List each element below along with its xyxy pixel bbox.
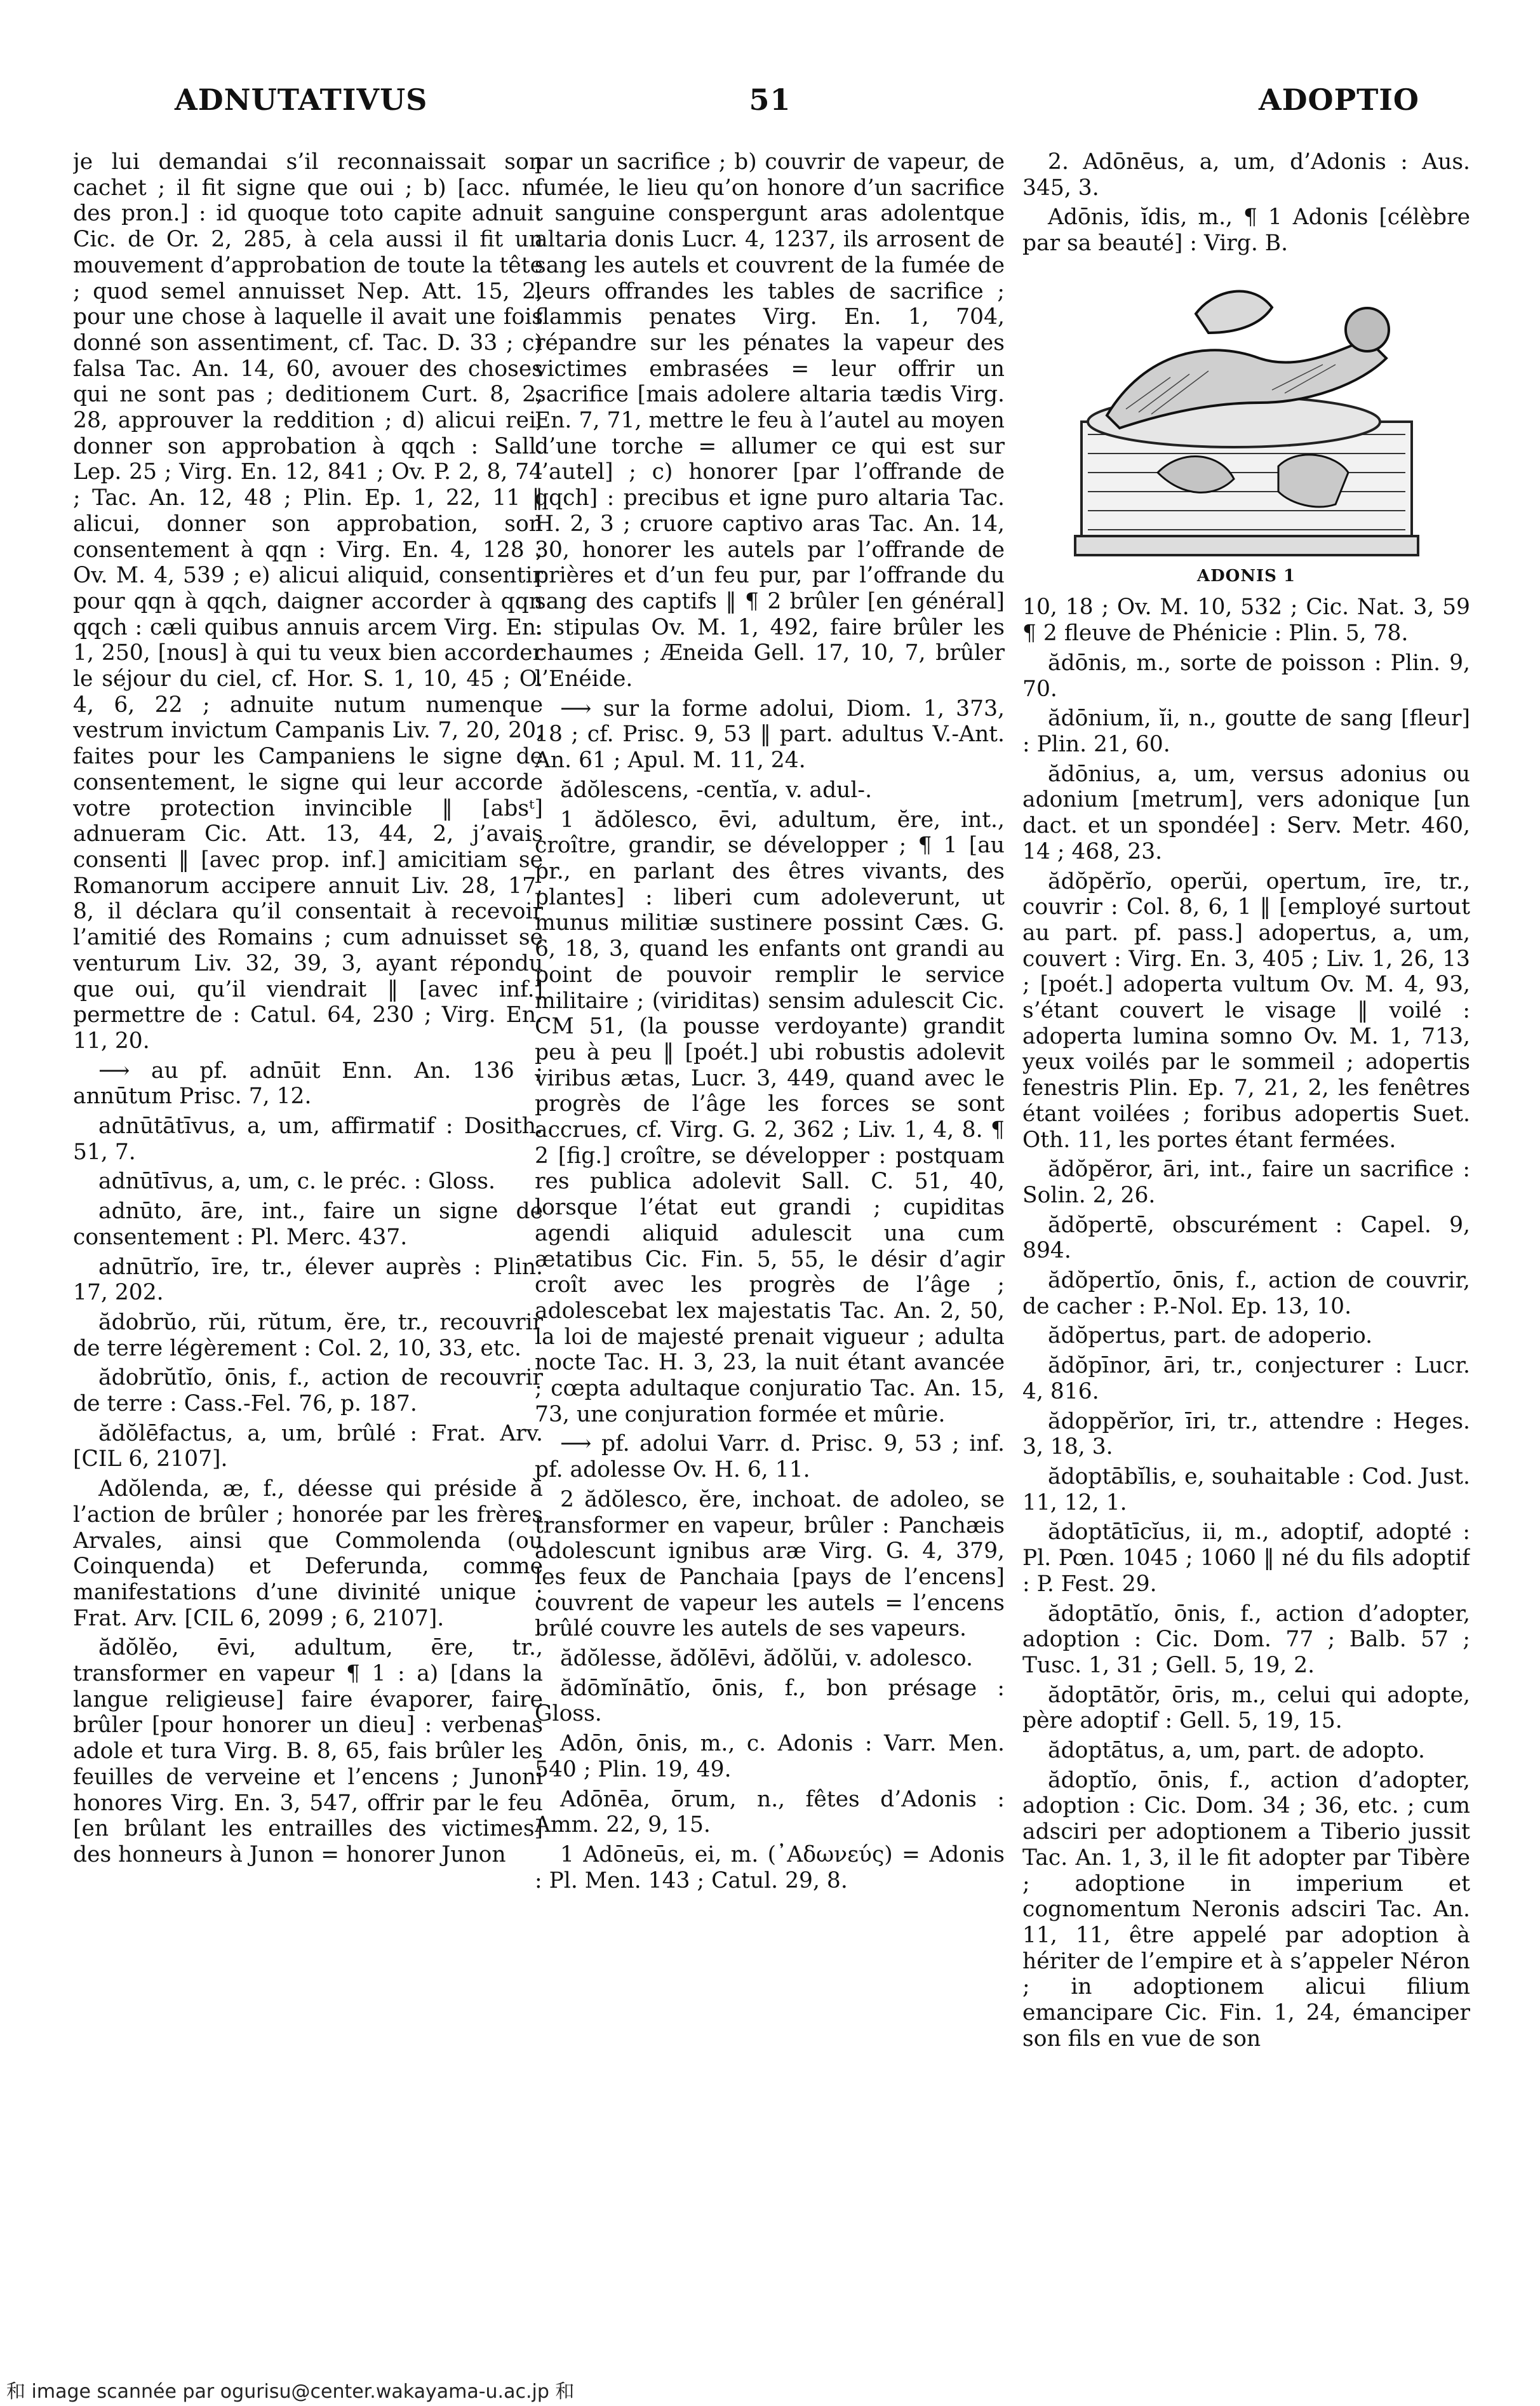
entry-text: 2. Adōnēus, a, um, d’Adonis : Aus. 345, 3. <box>1022 149 1470 201</box>
entry-text: Adōnēa, ōrum, n., fêtes d’Adonis : Amm. 22, 9, 15. <box>535 1786 1005 1838</box>
column-3 <box>1022 149 1470 2328</box>
entry-text: Adŏlenda, æ, f., déesse qui préside à l’action de brûler ; honorée par les frères Arvales, ainsi que Commolenda (ou Coinquenda) et Deferunda, comme manifestations d’une divinité unique : Frat. Arv. [CIL 6, 2099 ; 6, 2107]. <box>73 1476 543 1631</box>
header-left-guideword: ADNUTATIVUS <box>175 83 428 117</box>
entry-text: ădŏlescens, -centĭa, v. adul-. <box>560 777 873 803</box>
entry-text: ădŏlĕo, ēvi, adultum, ēre, tr., transformer en vapeur ¶ 1 : a) [dans la langue religieuse] faire évaporer, faire brûler [pour honorer un dieu] : verbenas adole et tura Virg. B. 8, 65, fais brûler les feuilles de verveine et l’encens ; Junoni honores Virg. En. 3, 547, offrir par le feu [en brûlant les entrailles des victimes] des honneurs à Junon = honorer Junon <box>73 1635 543 1867</box>
entry-text: ădoptātĭo, ōnis, f., action d’adopter, adoption : Cic. Dom. 77 ; Balb. 57 ; Tusc. 1, 31 ; Gell. 5, 19, 2. <box>1022 1601 1470 1678</box>
entry-text: ădōnis, m., sorte de poisson : Plin. 9, 70. <box>1022 650 1470 702</box>
entry-text: ădŏlesse, ădŏlēvi, ădŏlŭi, v. adolesco. <box>560 1646 973 1672</box>
entry-text: ădoptātīcĭus, ii, m., adoptif, adopté : Pl. Pœn. 1045 ; 1060 ‖ né du fils adoptif : P. Fest. 29. <box>1022 1519 1470 1597</box>
scan-credit-footer: 和 image scannée par ogurisu@center.wakayama-u.ac.jp 和 <box>6 2381 575 2403</box>
figure-caption: ADONIS 1 <box>1196 566 1296 586</box>
entry-text: ădobrŭtĭo, ōnis, f., action de recouvrir de terre : Cass.-Fel. 76, p. 187. <box>73 1365 543 1417</box>
entry-text: ădoptābĭlis, e, souhaitable : Cod. Just. 11, 12, 1. <box>1022 1463 1470 1516</box>
entry-text: ădobrŭo, rŭi, rŭtum, ĕre, tr., recouvrir de terre légèrement : Col. 2, 10, 33, etc. <box>73 1309 543 1361</box>
entry-text: ădoppĕrĭor, īri, tr., attendre : Heges. 3, 18, 3. <box>1022 1408 1470 1460</box>
entry-text: ădōnium, ĭi, n., goutte de sang [fleur] : Plin. 21, 60. <box>1022 706 1470 757</box>
entry-text: ⟶ sur la forme adolui, Diom. 1, 373, 18 ; cf. Prisc. 9, 53 ‖ part. adultus V.-Ant. An. 61 ; Apul. M. 11, 24. <box>535 696 1005 774</box>
entry-text: Adōn, ōnis, m., c. Adonis : Varr. Men. 540 ; Plin. 19, 49. <box>535 1731 1005 1782</box>
entry-text: adnūtātīvus, a, um, affirmatif : Dosith. 51, 7. <box>73 1113 543 1165</box>
entry-text: adnūtīvus, a, um, c. le préc. : Gloss. <box>98 1169 495 1195</box>
column-1 <box>73 149 543 2328</box>
entry-text: ădŏpĕror, āri, int., faire un sacrifice : Solin. 2, 26. <box>1022 1157 1470 1208</box>
entry-text: ădŏpertē, obscurément : Capel. 9, 894. <box>1022 1212 1470 1264</box>
entry-text: ădoptĭo, ōnis, f., action d’adopter, adoption : Cic. Dom. 34 ; 36, etc. ; cum adsciri per adoptionem a Tiberio jussit Tac. An. 1, 3, il le fit adopter par Tibère ; adoptione in imperium et cognomentum Neronis adsciri Tac. An. 11, 11, être appelé par adoption à hériter de l’empire et à s’appeler Néron ; in adoptionem alicui filium emancipare Cic. Fin. 1, 24, émanciper son fils en vue de son <box>1022 1767 1470 2052</box>
entry-text: je lui demandai s’il reconnaissait son cachet ; il fit signe que oui ; b) [acc. n. des pron.] : id quoque toto capite adnuit Cic. de Or. 2, 285, à cela aussi il fit un mouvement d’approbation de toute la tête ; quod semel annuisset Nep. Att. 15, 2, pour une chose à laquelle il avait une fois donné son assentiment, cf. Tac. D. 33 ; c) falsa Tac. An. 14, 60, avouer des choses qui ne sont pas ; deditionem Curt. 8, 2, 28, approuver la reddition ; d) alicui rei, donner son approbation à qqch : Sall. Lep. 25 ; Virg. En. 12, 841 ; Ov. P. 2, 8, 74 ; Tac. An. 12, 48 ; Plin. Ep. 1, 22, 11 ‖ alicui, donner son approbation, son consentement à qqn : Virg. En. 4, 128 ; Ov. M. 4, 539 ; e) alicui aliquid, consentir pour qqn à qqch, daigner accorder à qqn qqch : cæli quibus annuis arcem Virg. En. 1, 250, [nous] à qui tu veux bien accorder le séjour du ciel, cf. Hor. S. 1, 10, 45 ; O. 4, 6, 22 ; adnuite nutum numenque vestrum invictum Campanis Liv. 7, 20, 20, faites pour les Campaniens le signe de consentement, le signe qui leur accorde votre protection invincible ‖ [absᵗ] adnueram Cic. Att. 13, 44, 2, j’avais consenti ‖ [avec prop. inf.] amicitiam se Romanorum accipere annuit Liv. 28, 17, 8, il déclara qu’il consentait à recevoir l’amitié des Romains ; cum adnuisset se venturum Liv. 32, 39, 3, ayant répondu que oui, qu’il viendrait ‖ [avec inf.] permettre de : Catul. 64, 230 ; Virg. En. 11, 20. <box>73 149 543 1054</box>
entry-text: 1 ădŏlesco, ēvi, adultum, ĕre, int., croître, grandir, se développer ; ¶ 1 [au pr., en parlant des êtres vivants, des plantes] : liberi cum adoleverunt, ut munus militiæ sustinere possint Cæs. G. 6, 18, 3, quand les enfants ont grandi au point de pouvoir remplir le service militaire ; (viriditas) sensim adulescit Cic. CM 51, (la pousse verdoyante) grandit peu à peu ‖ [poét.] ubi robustis adolevit viribus ætas, Lucr. 3, 449, quand avec le progrès de l’âge les forces se sont accrues, cf. Virg. G. 2, 362 ; Liv. 1, 4, 8. ¶ 2 [fig.] croître, se développer : postquam res publica adolevit Sall. C. 51, 40, lorsque l’état eut grandi ; cupiditas agendi aliquid adulescit una cum ætatibus Cic. Fin. 5, 55, le désir d’agir croît avec les progrès de l’âge ; adolescebat lex majestatis Tac. An. 2, 50, la loi de majesté prenait vigueur ; adulta nocte Tac. H. 3, 23, la nuit étant avancée ; cœpta adultaque conjuratio Tac. An. 15, 73, une conjuration formée et mûrie. <box>535 807 1005 1427</box>
entry-text: ădoptātŏr, ōris, m., celui qui adopte, père adoptif : Gell. 5, 19, 15. <box>1022 1682 1470 1734</box>
entry-text: ădŏpertus, part. de adoperio. <box>1048 1323 1373 1349</box>
entry-text: adnūtrĭo, īre, tr., élever auprès : Plin. 17, 202. <box>73 1254 543 1306</box>
adonis-engraving-icon <box>1069 263 1424 561</box>
entry-text: ădŏpertĭo, ōnis, f., action de couvrir, de cacher : P.-Nol. Ep. 13, 10. <box>1022 1268 1470 1319</box>
entry-text: ădŏpĕrĭo, operŭi, opertum, īre, tr., couvrir : Col. 8, 6, 1 ‖ [employé surtout au part. pf. pass.] adopertus, a, um, couvert : Virg. En. 3, 405 ; Liv. 1, 26, 13 ; [poét.] adoperta vultum Ov. M. 4, 93, s’étant couvert le visage ‖ voilé : adoperta lumina somno Ov. M. 1, 713, yeux voilés par le sommeil ; adopertis fenestris Plin. Ep. 7, 21, 2, les fenêtres étant voilées ; foribus adopertis Suet. Oth. 11, les portes étant fermées. <box>1022 868 1470 1153</box>
page-number: 51 <box>749 83 791 117</box>
entry-text: ădoptātus, a, um, part. de adopto. <box>1048 1738 1425 1764</box>
entry-text: ădōnius, a, um, versus adonius ou adonium [metrum], vers adonique [un dact. et un spondée] : Serv. Metr. 460, 14 ; 468, 23. <box>1022 761 1470 864</box>
entry-text: 2 ădŏlesco, ĕre, inchoat. de adoleo, se transformer en vapeur, brûler : Panchæis adolescunt ignibus aræ Virg. G. 4, 379, les feux de Panchaia [pays de l’encens] couvrent de vapeur les autels = l’encens brûlé couvre les autels de ses vapeurs. <box>535 1486 1005 1642</box>
entry-text: ⟶ au pf. adnūit Enn. An. 136 ; annūtum Prisc. 7, 12. <box>73 1058 543 1110</box>
entry-text: ⟶ pf. adolui Varr. d. Prisc. 9, 53 ; inf. pf. adolesse Ov. H. 6, 11. <box>535 1431 1005 1483</box>
entry-text: 10, 18 ; Ov. M. 10, 532 ; Cic. Nat. 3, 59 ¶ 2 fleuve de Phénicie : Plin. 5, 78. <box>1022 595 1470 647</box>
entry-text: ădōmĭnātĭo, ōnis, f., bon présage : Gloss. <box>535 1675 1005 1727</box>
entry-text: ădŏlēfactus, a, um, brûlé : Frat. Arv. [CIL 6, 2107]. <box>73 1420 543 1472</box>
entry-text: Adōnis, ĭdis, m., ¶ 1 Adonis [célèbre par sa beauté] : Virg. B. <box>1022 205 1470 257</box>
entry-text: adnūto, āre, int., faire un signe de consentement : Pl. Merc. 437. <box>73 1199 543 1250</box>
column-2 <box>535 149 1005 2328</box>
entry-text: ădŏpīnor, āri, tr., conjecturer : Lucr. 4, 816. <box>1022 1353 1470 1404</box>
adonis-figure <box>1037 263 1456 586</box>
entry-text: 1 Adōneūs, ei, m. (᾿Αδωνεύς) = Adonis : Pl. Men. 143 ; Catul. 29, 8. <box>535 1842 1005 1893</box>
entry-text: par un sacrifice ; b) couvrir de vapeur, de fumée, le lieu qu’on honore d’un sacrifice : sanguine conspergunt aras adolentque altaria donis Lucr. 4, 1237, ils arrosent de sang les autels et couvrent de la fumée de leurs offrandes les tables de sacrifice ; flammis penates Virg. En. 1, 704, répandre sur les pénates la vapeur des victimes embrasées = leur offrir un sacrifice [mais adolere altaria tædis Virg. En. 7, 71, mettre le feu à l’autel au moyen d’une torche = allumer ce qui est sur l’autel] ; c) honorer [par l’offrande de qqch] : precibus et igne puro altaria Tac. H. 2, 3 ; cruore captivo aras Tac. An. 14, 30, honorer les autels par l’offrande de prières et d’un feu pur, par l’offrande du sang des captifs ‖ ¶ 2 brûler [en général] : stipulas Ov. M. 1, 492, faire brûler les chaumes ; Æneida Gell. 17, 10, 7, brûler l’Enéide. <box>535 149 1005 692</box>
page-header <box>70 83 1470 133</box>
header-right-guideword: ADOPTIO <box>1258 83 1419 117</box>
